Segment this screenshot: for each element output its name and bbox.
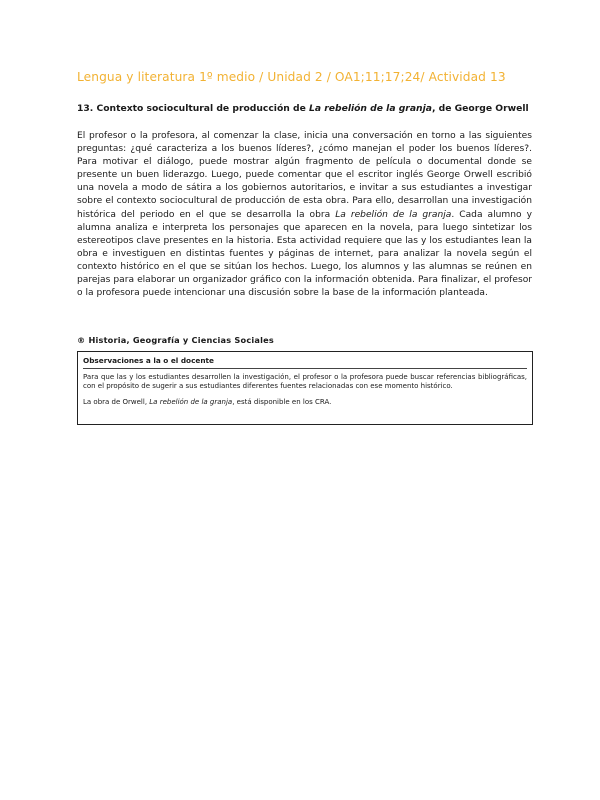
activity-body-book: La rebelión de la granja xyxy=(335,209,452,220)
observations-paragraph-2 xyxy=(83,398,527,407)
observations-p2-prefix: La obra de Orwell, xyxy=(83,397,150,406)
activity-title-prefix: 13. Contexto sociocultural de producción de xyxy=(77,103,309,114)
observations-divider xyxy=(83,368,527,369)
activity-body-part2: . Cada alumno y alumna analiza e interpreta los personajes que aparecen en la novela, para luego sintetizar los estereotipos clave presentes en la historia. Esta actividad requiere que las y los estudiantes lean la obra e investiguen en distintas fuentes y páginas de internet, para analizar la novela según el contexto histórico en el que se sitúan los hechos. Luego, los alumnos y las alumnas se reúnen en parejas para elaborar un organizador gráfico con la información obtenida. Para finalizar, el profesor o la profesora puede intencionar una discusión sobre la base de la información planteada. xyxy=(77,209,532,299)
activity-title-book: La rebelión de la granja xyxy=(309,103,432,114)
activity-body-part1: El profesor o la profesora, al comenzar la clase, inicia una conversación en torno a las siguientes preguntas: ¿qué caracteriza a los buenos líderes?, ¿cómo manejan el poder los buenos líderes?. Para motivar el diálogo, puede mostrar algún fragmento de película o documental donde se presente un buen liderazgo. Luego, puede comentar que el escritor inglés George Orwell escribió una novela a modo de sátira a los gobiernos autoritarios, e invitar a sus estudiantes a investigar sobre el contexto sociocultural de producción de esta obra. Para ello, desarrollan una investigación histórica del periodo en el que se desarrolla la obra xyxy=(77,131,532,220)
observations-p2-book: La rebelión de la granja xyxy=(149,397,233,406)
observations-p2-suffix: , está disponible en los CRA. xyxy=(232,397,332,406)
activity-title xyxy=(77,103,532,114)
activity-title-suffix: , de George Orwell xyxy=(431,103,529,114)
activity-description xyxy=(77,130,532,300)
subject-link: ® Historia, Geografía y Ciencias Sociales xyxy=(77,335,274,345)
observations-title: Observaciones a la o el docente xyxy=(83,356,214,365)
page-header-breadcrumb: Lengua y literatura 1º medio / Unidad 2 / OA1;11;17;24/ Actividad 13 xyxy=(77,70,506,84)
teacher-observations-box xyxy=(77,351,533,425)
observations-paragraph-1: Para que las y los estudiantes desarrollen la investigación, el profesor o la profesora puede buscar referencias bibliográficas, con el propósito de sugerir a sus estudiantes diferentes fuentes relacionadas con ese momento histórico. xyxy=(83,373,527,391)
